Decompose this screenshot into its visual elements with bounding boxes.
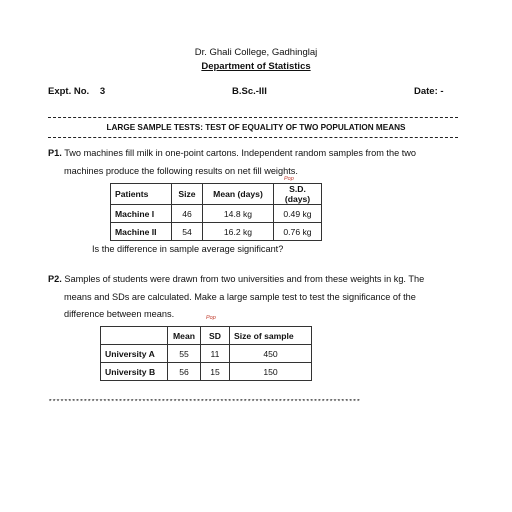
table-cell: 15 [201, 363, 230, 381]
table-cell: 46 [172, 205, 203, 223]
problem-2-line-1 [48, 272, 424, 286]
problem-2-annotation: Pop [206, 315, 216, 321]
problem-2-line-3: difference between means. [64, 309, 175, 319]
table-cell: 11 [201, 345, 230, 363]
date-label: Date: - [414, 86, 444, 97]
table-cell: Machine I [111, 205, 172, 223]
divider-top [48, 117, 458, 118]
table-cell: 56 [168, 363, 201, 381]
problem-1-question: Is the difference in sample average significant? [92, 244, 284, 254]
table-cell: 0.76 kg [274, 223, 322, 241]
problem-1-text-1: Two machines fill milk in one-point cartons. Independent random samples from the two [64, 148, 417, 158]
table-cell: 450 [230, 345, 312, 363]
table-header-cell: SD [201, 327, 230, 345]
table-header-cell [101, 327, 168, 345]
footer-star-divider: ******************************************************************************** [48, 399, 361, 407]
problem-1-table [110, 183, 322, 241]
table-cell: 54 [172, 223, 203, 241]
table-cell: 150 [230, 363, 312, 381]
table-header-cell: Size of sample [230, 327, 312, 345]
table-cell: 55 [168, 345, 201, 363]
department-name: Department of Statistics [201, 61, 311, 72]
problem-1-line-2: machines produce the following results on net fill weights. [64, 166, 298, 176]
problem-1-line-1 [48, 146, 416, 160]
table-header-cell: S.D. (days) [274, 184, 322, 205]
divider-bottom [48, 137, 458, 138]
table-row [101, 363, 312, 381]
class-label: B.Sc.-III [232, 86, 267, 97]
experiment-title: LARGE SAMPLE TESTS: TEST OF EQUALITY OF TWO POPULATION MEANS [106, 123, 406, 132]
college-name: Dr. Ghali College, Gadhinglaj [194, 47, 318, 58]
experiment-number-label: Expt. No. [48, 86, 90, 97]
table-header-cell: Size [172, 184, 203, 205]
problem-1-annotation: Pop [284, 176, 294, 182]
table-row [101, 345, 312, 363]
table-cell: 16.2 kg [203, 223, 274, 241]
table-row [111, 205, 322, 223]
problem-2-label: P2. [48, 274, 62, 284]
problem-2-line-2: means and SDs are calculated. Make a large sample test to test the significance of the [64, 292, 416, 302]
table-cell: 0.49 kg [274, 205, 322, 223]
problem-1-label: P1. [48, 148, 62, 158]
experiment-number-value: 3 [99, 86, 106, 97]
experiment-number [48, 86, 105, 97]
table-header-row [111, 184, 322, 205]
table-cell: University B [101, 363, 168, 381]
table-cell: University A [101, 345, 168, 363]
table-header-cell: Mean (days) [203, 184, 274, 205]
table-header-row [101, 327, 312, 345]
table-header-cell: Patients [111, 184, 172, 205]
table-cell: Machine II [111, 223, 172, 241]
table-header-cell: Mean [168, 327, 201, 345]
problem-2-text-1: Samples of students were drawn from two universities and from these weights in kg. The [64, 274, 425, 284]
problem-2-table [100, 326, 312, 381]
table-row [111, 223, 322, 241]
table-cell: 14.8 kg [203, 205, 274, 223]
